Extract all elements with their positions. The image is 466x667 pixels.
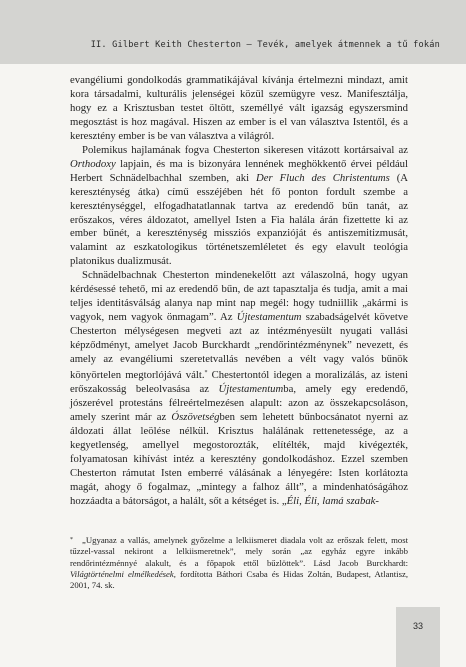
p3-text-f: ba, amely egy eredendő, jószerével protestáns félreértelmezésen alapult: azon az összekapcsoláson, amely szerint már az [70, 382, 408, 423]
p2-text-e: (A kereszténység átka) című esszéjében hét fő ponton fordult szembe a kereszténységgel, elfogadhatatlannak tartva az eredendő bűn tanát, az erőszakos, véres áldozatot, amellyel Isten a Fia halála árán fizettette ki az ember bűnét, a kereszténység missziós expanzióját és antiszemitizmusát, valamint az eszkatologikus történetszemléletet és egy elavult teológia platonikus dualizmusát. [70, 171, 408, 268]
paragraph-2 [70, 144, 408, 270]
footnote-text [70, 535, 408, 591]
p2-italic-book-title: Der Fluch des Christentums [256, 171, 390, 184]
running-title: II. Gilbert Keith Chesterton – Tevék, amelyek átmennek a tű fokán [90, 40, 440, 50]
body-text [70, 74, 408, 509]
p2-text-a: Polemikus hajlamának fogva Chesterton sikeresen vitázott kortársaival az [82, 143, 408, 156]
p2-italic-orthodoxy: Orthodoxy [70, 157, 116, 170]
p3-italic-quote: Éli, Éli, lamá szabak- [286, 494, 379, 507]
page-number: 33 [412, 621, 423, 631]
footnote-italic-title: Világtörténelmi elmélkedések [70, 568, 174, 579]
p3-text-c: szabadságelvét követve Chesterton mélységesen megveti azt az intézményesült nyugati vallási képződményt, amelyet Jacob Burckhardt „rendőrintézménynek” nevezett, és amely az evangéliumi szeretetvallás nevében a vélt vagy valós bűnök könyörtelen megtorlójává vált. [70, 311, 408, 382]
p3-text-d: Chestertontól idegen a moralizálás, az isteni erőszakosság beleolvasása az [70, 369, 408, 395]
running-header [0, 0, 466, 64]
footnote-text-c: , fordította Báthori Csaba és Hidas Zoltán, Budapest, Atlantisz, 2001, 74. sk. [70, 568, 408, 591]
footnote-reference[interactable]: * [204, 370, 208, 377]
page-number-tab [396, 607, 440, 667]
footnote-text-a: „Ugyanaz a vallás, amelynek győzelme a lelkiismeret diadala volt az erőszak felett, most tűzzel-vassal nekiront a lelkiismeretnek”, mely során „az egyház egyre inkább rendőrintézménnyé alakult, és a főpapok ettől bűzlöttek”. Lásd Jacob Burckhardt: [70, 535, 408, 568]
footnote [70, 535, 408, 591]
p3-text-a: Schnädelbachnak Chesterton mindenekelőtt azt válaszolná, hogy ugyan kérdésessé tehető, mi az eredendő bűn, de azt tapasztalja és tudja, amit a mai teljes identitásválság alanya nap mint nap megél: hogy tudniillik „akármi is vagyok, nem vagyok önmagam”. Az [70, 269, 408, 324]
p3-italic-ujtestamentum: Újtestamentum [236, 311, 302, 324]
p2-text-c: lapjain, és ma is bizonyára lennének meghökkentő érvei például Herbert Schnädelbachhal szemben, aki [70, 157, 408, 184]
p3-italic-oszovetseg: Ószövetség [171, 410, 220, 423]
p3-italic-ujtestamentum-2: Újtestamentum [218, 382, 284, 395]
p3-text-h: ben sem lehetett bűnbocsánatot nyerni az áldozati állat leölése nélkül. Krisztus halálának rettenetessége, az a kegyetlenség, amellyel megostorozták, elítélték, majd kivégezték, folyamatosan kihívást intéz a keresztény gondolkodáshoz. Ezzel szemben Chesterton rámutat Isten emberré válásának a lényegére: Isten korlátozta magát, ahogy ő fogalmaz, „mintegy a falhoz állt”, a mindenhatóságához hozzáadta a bátorságot, a halált, sőt a kétséget is. „ [70, 410, 408, 507]
footnote-mark: * [70, 537, 73, 543]
paragraph-1: evangéliumi gondolkodás grammatikájával kívánja értelmezni mindazt, amit kora társadalmi, kulturális jelenségei közül szemügyre vesz. Manifesztálja, hogy ez a Krisztusban testet öltött, személlyé vált igazság egyszersmind megosztást is hoz magával. Hiszen az ember is el van választva Istentől, és a keresztény ember is be van választva a világról. [70, 74, 408, 142]
paragraph-3 [70, 269, 408, 508]
